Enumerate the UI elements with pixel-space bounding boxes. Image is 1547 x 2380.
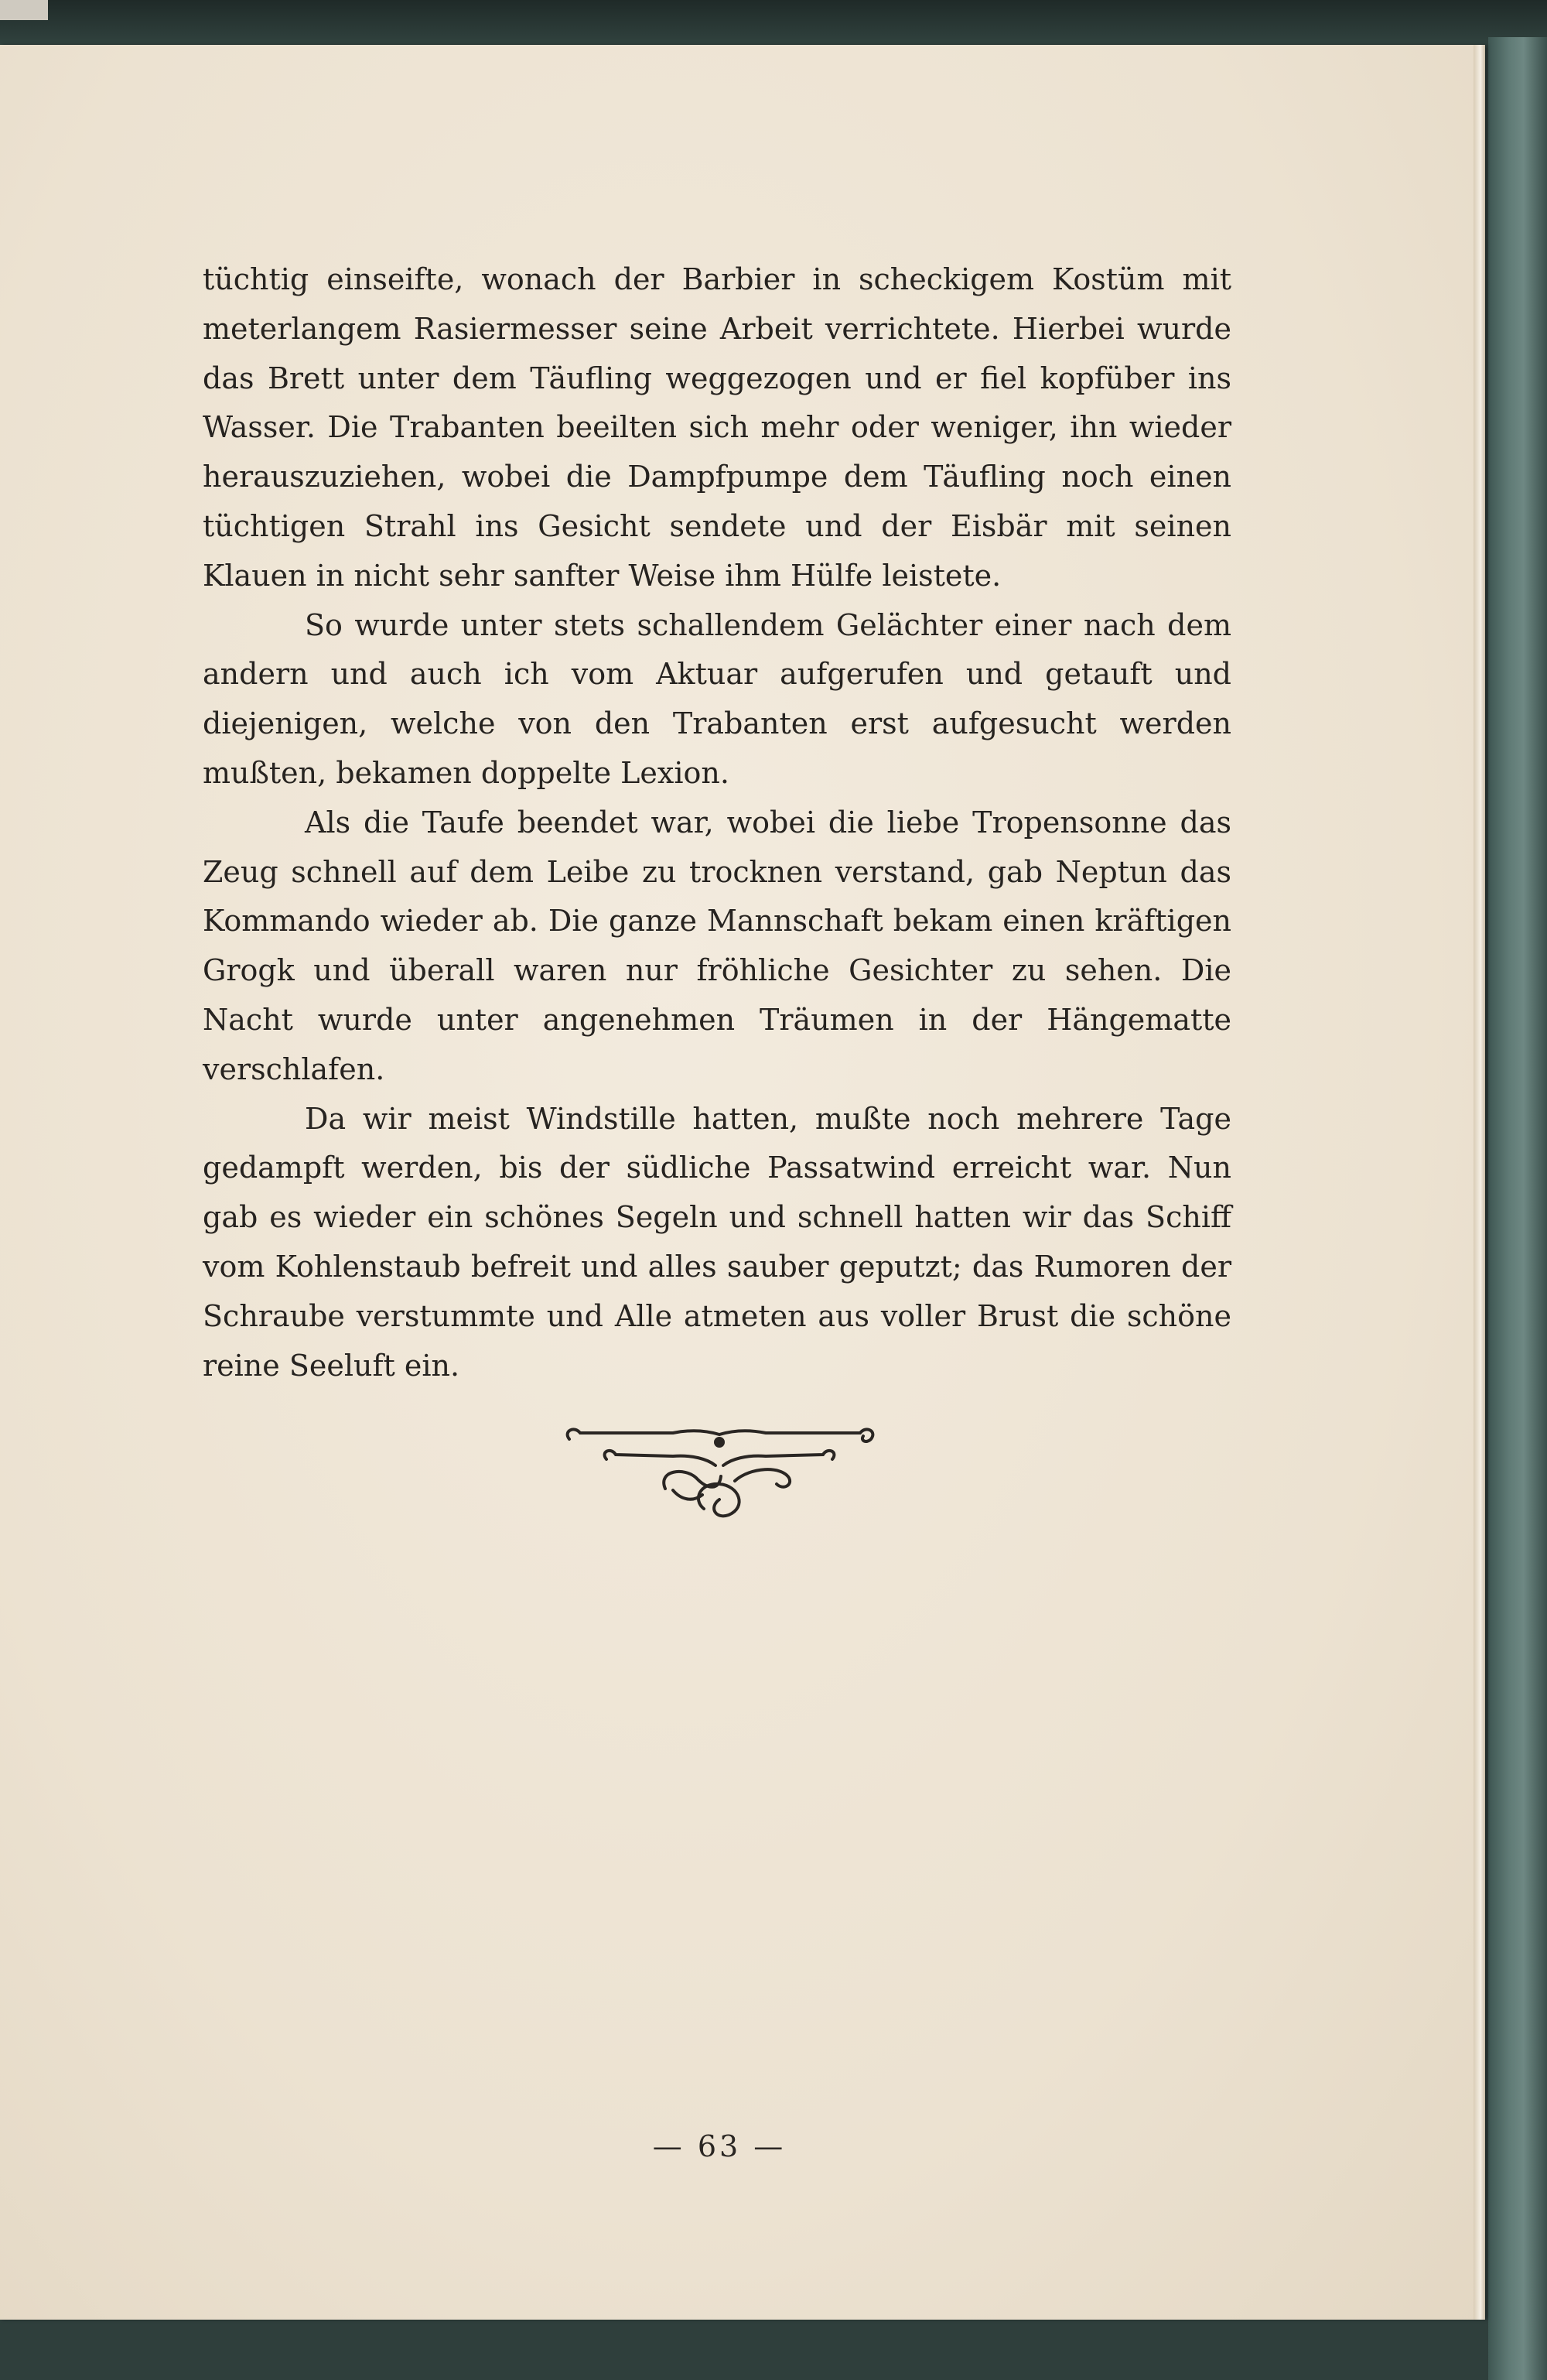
paragraph-2: So wurde unter stets schallendem Gelächter einer nach dem andern und auch ich vom Aktuar aufgerufen und getauft und diejenigen, welche von den Trabanten erst aufgesucht werden mußten, bekamen doppelte Lexion. xyxy=(203,607,1231,790)
scan-corner-mark xyxy=(0,0,48,20)
page-number: — 63 — xyxy=(652,2129,787,2163)
book-binding-edge xyxy=(1488,37,1547,2380)
paragraph-3: Als die Taufe beendet war, wobei die liebe Tropensonne das Zeug schnell auf dem Leibe zu trocknen verstand, gab Neptun das Kommando wieder ab. Die ganze Mannschaft bekam einen kräftigen Grogk und überall waren nur fröhliche Gesichter zu sehen. Die Nacht wurde unter angenehmen Träumen in der Hängematte verschlafen. xyxy=(203,805,1231,1086)
scan-background-top xyxy=(0,0,1547,48)
flourish-ornament-icon xyxy=(557,1416,882,1532)
page-edge xyxy=(1474,45,1485,2320)
page-body-text xyxy=(203,255,1231,1390)
paragraph-4: Da wir meist Windstille hatten, mußte noch mehrere Tage gedampft werden, bis der südliche Passatwind erreicht war. Nun gab es wieder ein schönes Segeln und schnell hatten wir das Schiff vom Kohlenstaub befreit und alles sauber geputzt; das Rumoren der Schraube verstummte und Alle atmeten aus voller Brust die schöne reine Seeluft ein. xyxy=(203,1101,1231,1383)
paragraph-1: tüchtig einseifte, wonach der Barbier in scheckigem Kostüm mit meterlangem Rasiermesser seine Arbeit verrichtete. Hierbei wurde das Brett unter dem Täufling weggezogen und er fiel kopfüber ins Wasser. Die Trabanten beeilten sich mehr oder weniger, ihn wieder herauszuziehen, wobei die Dampfpumpe dem Täufling noch einen tüchtigen Strahl ins Gesicht sendete und der Eisbär mit seinen Klauen in nicht sehr sanfter Weise ihm Hülfe leistete. xyxy=(203,262,1231,593)
